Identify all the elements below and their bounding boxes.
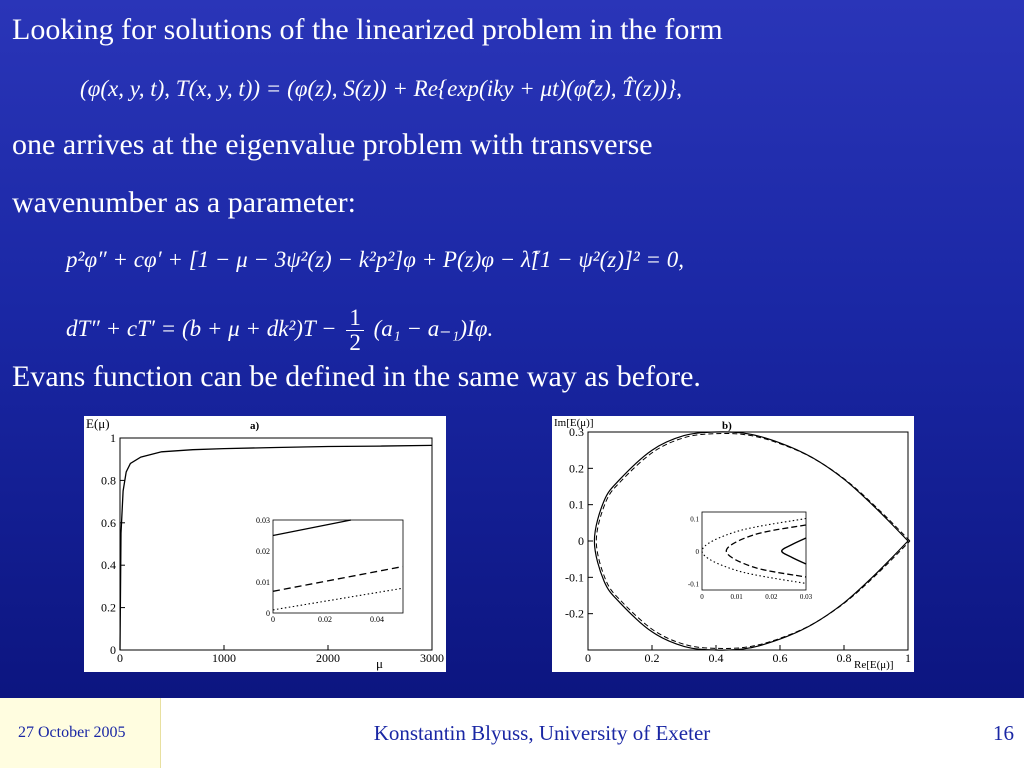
figure-a-inset-xtick-label: 0.02 [318, 615, 332, 624]
figure-b-xlabel: Re[E(μ)] [854, 659, 894, 671]
figure-a-ytick-label: 0.4 [101, 558, 116, 573]
equation-phi: p²φ″ + cφ′ + [1 − μ − 3ψ²(z) − k²p²]φ + P(z)φ − λ̃[1 − ψ²(z)]² = 0, [66, 247, 684, 272]
equation-ansatz: (φ(x, y, t), T(x, y, t)) = (φ(z), S(z)) + Re{exp(iky + μt)(φ̂(z), T̂(z))}, [80, 76, 682, 101]
figure-a-xlabel: μ [376, 656, 383, 671]
equation-temperature-lhs: dT″ + cT′ = (b + μ + dk²)T − [66, 315, 337, 341]
figure-b-svg [552, 416, 914, 672]
figure-b-xtick-label: 0 [585, 651, 591, 665]
figure-a-xtick-label: 1000 [212, 651, 236, 665]
figure-b-inset-xtick-label: 0 [700, 593, 704, 601]
figure-b-ytick-label: -0.2 [565, 606, 584, 621]
paragraph-line-4: Evans function can be defined in the same way as before. [12, 360, 701, 393]
figure-b-ylabel: Im[E(μ)] [554, 417, 594, 429]
figure-b-inset-frame [702, 512, 806, 590]
figure-a-inset-ytick-label: 0 [266, 609, 270, 618]
figure-a-xtick-label: 2000 [316, 651, 340, 665]
figure-b-panel-label: b) [722, 420, 732, 432]
fraction-denominator: 2 [349, 330, 361, 355]
figure-b-inset-ytick-label: -0.1 [687, 580, 699, 589]
figure-b-ytick-label: 0.2 [569, 461, 584, 476]
figure-b-xtick-label: 0.4 [708, 651, 724, 665]
figure-a-ytick-label: 0.8 [101, 473, 116, 488]
figure-b-inset-ytick-label: 0.1 [690, 515, 699, 524]
figure-b-xtick-label: 0.8 [836, 651, 852, 665]
figure-a-xtick-label: 0 [117, 651, 123, 665]
figure-a-ylabel: E(μ) [86, 416, 110, 431]
figure-a-inset-frame [273, 520, 403, 613]
figure-b-inset-xtick-label: 0.02 [765, 593, 778, 601]
figure-b-inset-xtick-label: 0.03 [799, 593, 813, 601]
figure-a-ytick-label: 1 [110, 431, 116, 445]
paragraph-line-1: Looking for solutions of the linearized problem in the form [12, 13, 723, 46]
figure-a-inset-xtick-label: 0 [271, 615, 275, 624]
paragraph-line-3: wavenumber as a parameter: [12, 186, 356, 219]
figure-a [84, 416, 446, 672]
figure-b-ytick-label: -0.1 [565, 570, 584, 585]
figure-a-ytick-label: 0 [110, 643, 116, 657]
paragraph-line-2: one arrives at the eigenvalue problem with transverse [12, 128, 653, 161]
footer-bar [0, 698, 1024, 768]
figure-b-xtick-label: 0.6 [772, 651, 788, 665]
figure-b-ytick-label: 0 [578, 534, 584, 548]
fraction-numerator: 1 [346, 306, 364, 331]
figure-b-ytick-label: 0.3 [569, 425, 584, 439]
figure-b-inset-ytick-label: 0 [695, 548, 699, 556]
fraction-one-half [346, 306, 364, 355]
figure-a-panel-label: a) [250, 420, 260, 432]
footer-author: Konstantin Blyuss, University of Exeter [373, 721, 711, 745]
footer-page-number: 16 [993, 721, 1014, 745]
equation-temperature-rhs: (a₁ − a₋₁)Iφ. [373, 315, 494, 341]
figure-a-inset-ytick-label: 0.01 [256, 578, 270, 587]
figure-b [552, 416, 914, 672]
figure-a-ytick-label: 0.6 [101, 515, 116, 530]
figure-a-inset-ytick-label: 0.02 [256, 547, 270, 556]
footer-date: 27 October 2005 [18, 724, 126, 741]
figure-b-xtick-label: 1 [905, 651, 911, 665]
figure-a-svg [84, 416, 446, 672]
equation-temperature [66, 306, 493, 355]
figure-b-xtick-label: 0.2 [644, 651, 660, 665]
figure-a-inset-xtick-label: 0.04 [370, 615, 384, 624]
figure-a-inset-ytick-label: 0.03 [256, 516, 270, 525]
figure-b-ytick-label: 0.1 [569, 497, 584, 512]
figure-a-ytick-label: 0.2 [101, 600, 116, 615]
figure-b-inset-xtick-label: 0.01 [730, 593, 743, 601]
figure-a-xtick-label: 3000 [420, 651, 444, 665]
